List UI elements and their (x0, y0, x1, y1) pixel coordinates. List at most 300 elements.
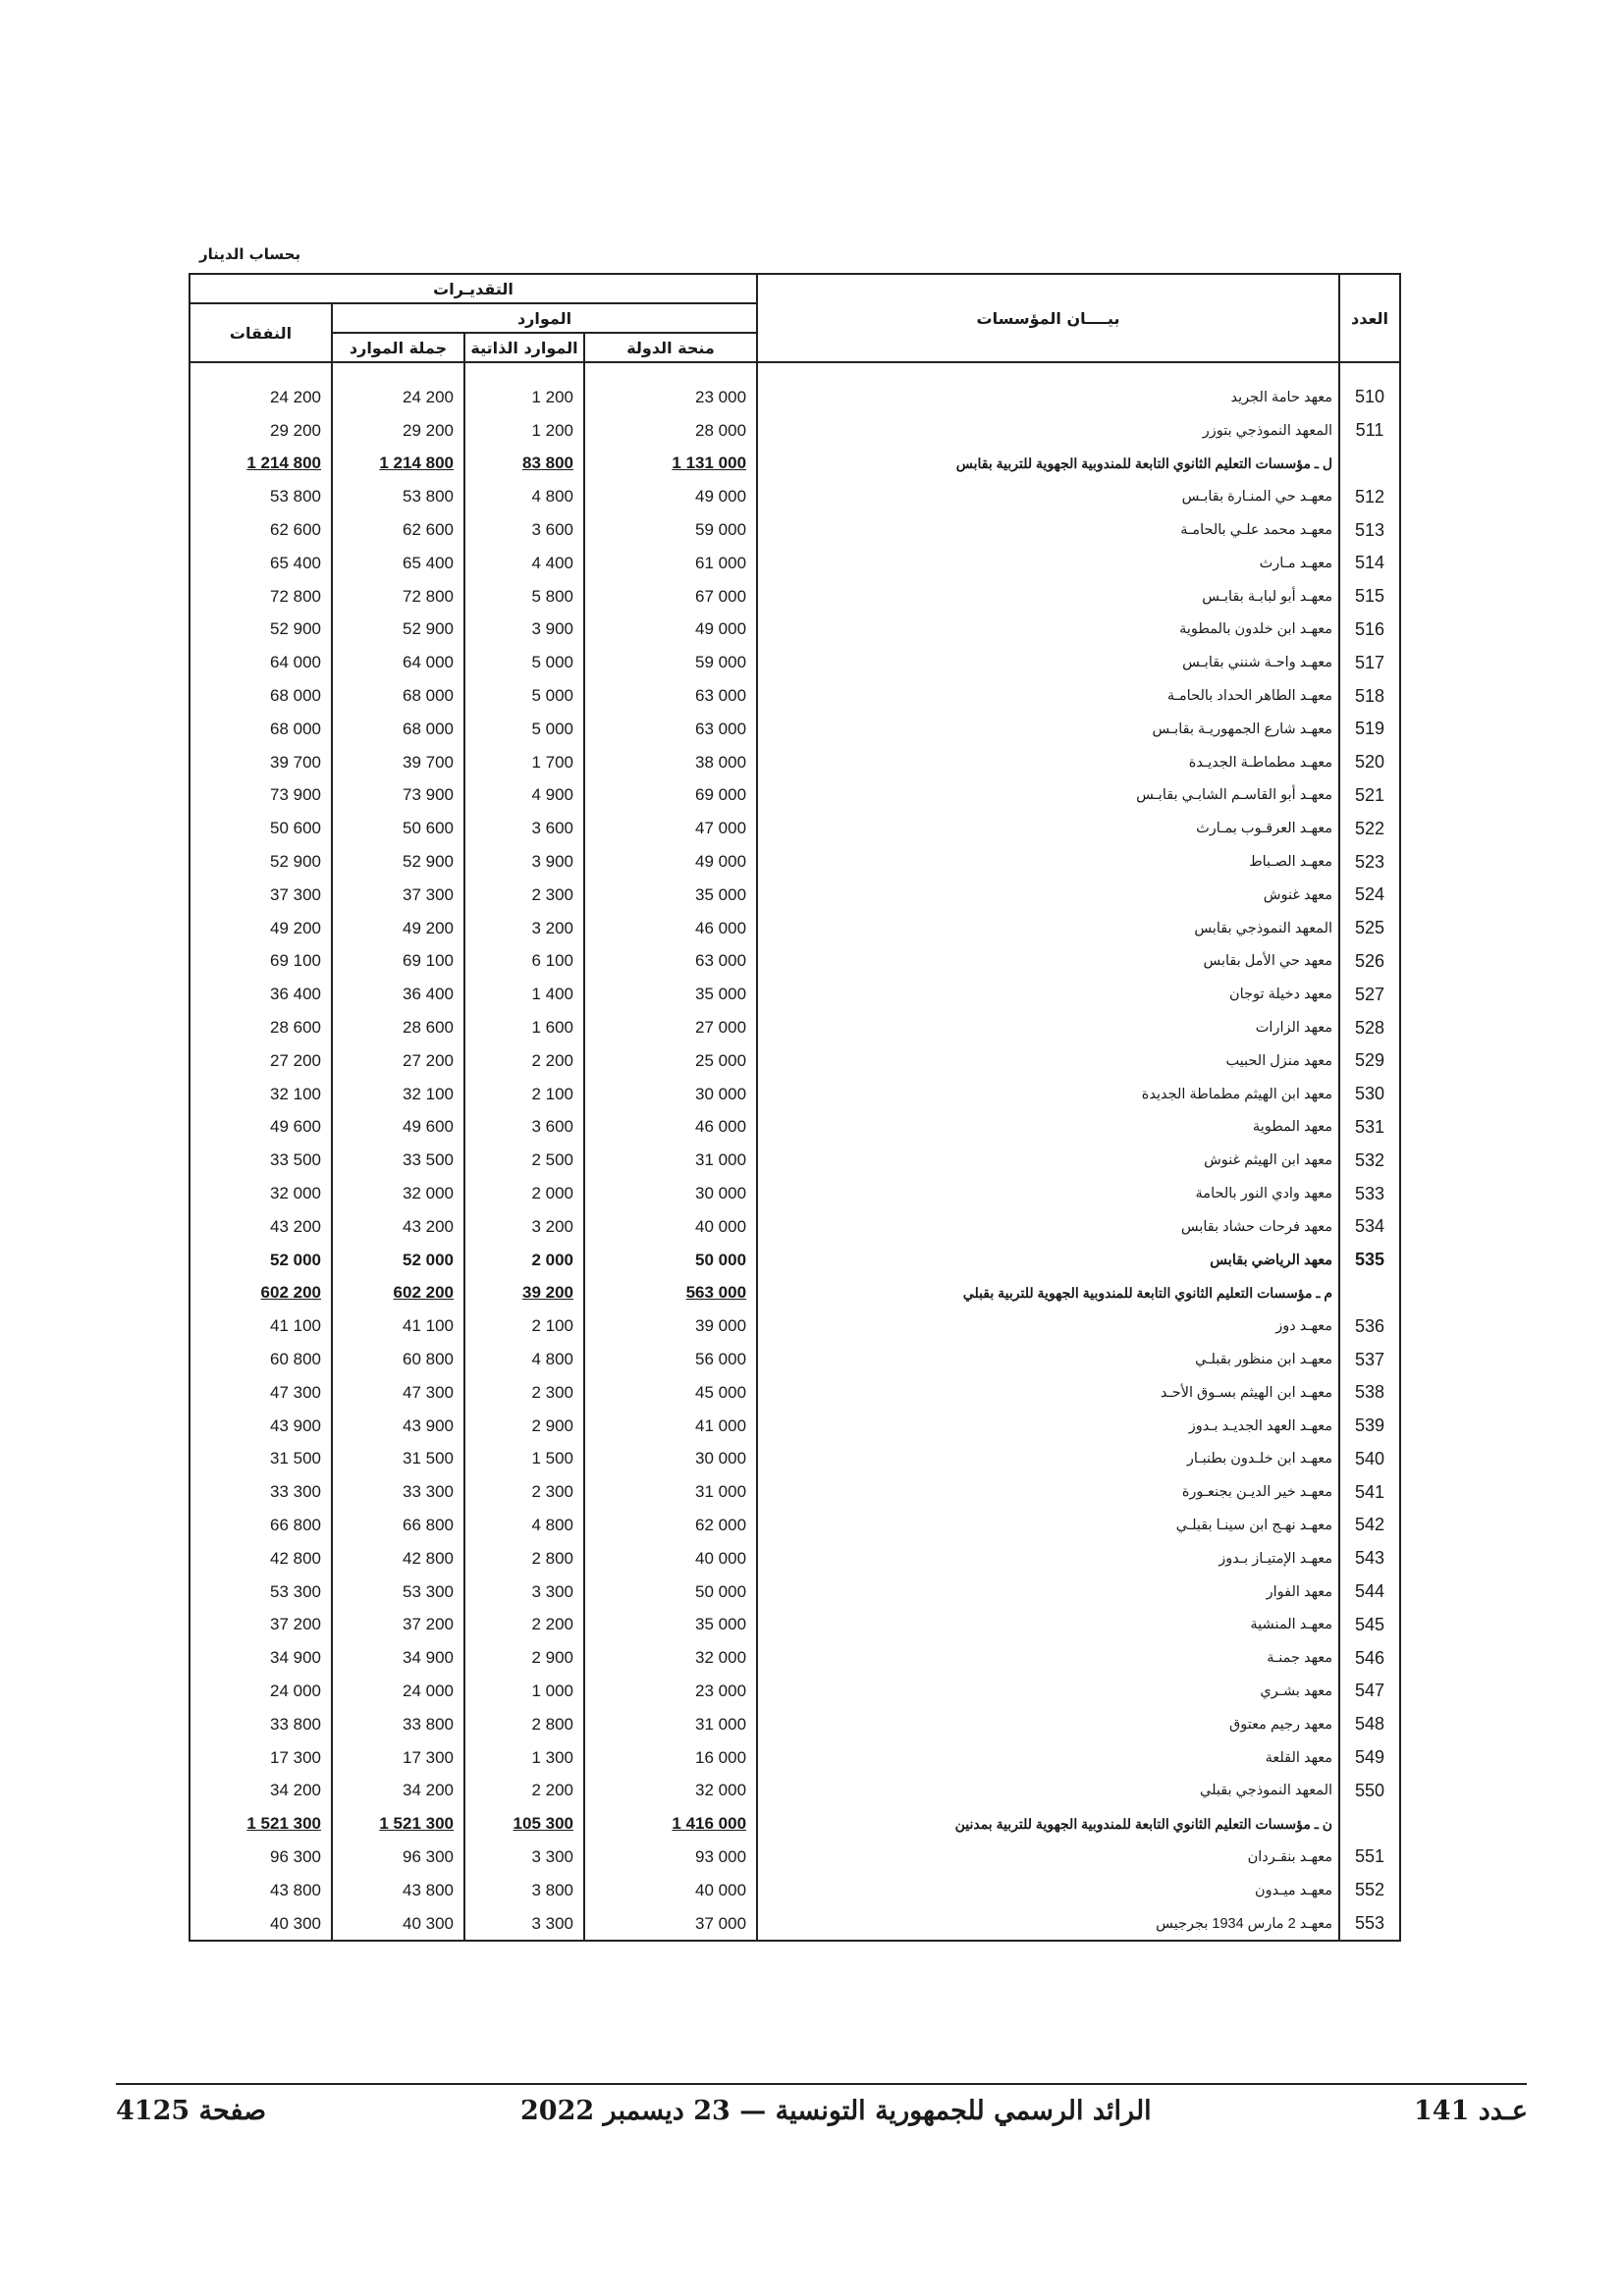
total-resources-text: 69 100 (403, 951, 454, 971)
institution-name-text: معهد المطوية (1252, 1119, 1333, 1136)
total-resources-text: 52 900 (403, 852, 454, 872)
institution-name-text: معهـد محمد علـي بالحامـة (1180, 522, 1333, 539)
own-resources-text: 2 100 (531, 1084, 573, 1103)
institution-number-text: 552 (1355, 1880, 1385, 1900)
institution-number-text: 520 (1355, 752, 1385, 773)
expenses-text: 29 200 (270, 420, 321, 440)
own-resources-text: 2 500 (531, 1150, 573, 1170)
total-resources-text: 37 200 (403, 1615, 454, 1634)
state-grant-cell (584, 1044, 757, 1078)
table-row (189, 1044, 1400, 1078)
own-resources-cell (464, 448, 584, 481)
header-number: العدد (1339, 274, 1400, 362)
institution-number-text: 533 (1355, 1183, 1385, 1203)
state-grant-cell (584, 480, 757, 513)
state-grant-text: 1 131 000 (672, 454, 747, 473)
institution-number-text: 521 (1355, 784, 1385, 805)
expenses-cell (189, 1841, 332, 1874)
total-resources-cell (332, 1907, 464, 1942)
total-resources-cell (332, 1475, 464, 1509)
total-resources-text: 36 400 (403, 985, 454, 1004)
expenses-text: 37 200 (270, 1615, 321, 1634)
state-grant-text: 41 000 (695, 1415, 747, 1435)
total-resources-text: 24 000 (403, 1681, 454, 1700)
institution-name-cell (757, 1509, 1339, 1542)
own-resources-text: 1 200 (531, 387, 573, 406)
state-grant-cell (584, 580, 757, 614)
institution-number-cell (1339, 1708, 1400, 1741)
expenses-text: 1 521 300 (246, 1814, 321, 1834)
expenses-cell (189, 1144, 332, 1177)
state-grant-text: 46 000 (695, 1117, 747, 1137)
institution-number-text: 523 (1355, 851, 1385, 872)
expenses-text: 36 400 (270, 985, 321, 1004)
total-resources-text: 24 200 (403, 387, 454, 406)
institution-name-cell (757, 978, 1339, 1011)
state-grant-cell (584, 646, 757, 679)
state-grant-cell (584, 1244, 757, 1277)
own-resources-cell (464, 1641, 584, 1675)
state-grant-cell (584, 1309, 757, 1343)
own-resources-text: 3 600 (531, 1117, 573, 1137)
state-grant-cell (584, 1343, 757, 1376)
expenses-cell (189, 1475, 332, 1509)
total-resources-cell (332, 1376, 464, 1410)
total-resources-cell (332, 779, 464, 813)
expenses-cell (189, 448, 332, 481)
total-resources-cell (332, 381, 464, 414)
total-resources-text: 60 800 (403, 1350, 454, 1368)
institution-name-text: ن ـ مؤسسات التعليم الثانوي التابعة للمندوبية الجهوية للتربية بمدنين (954, 1815, 1333, 1832)
state-grant-cell (584, 1475, 757, 1509)
expenses-cell (189, 978, 332, 1011)
expenses-cell (189, 1078, 332, 1111)
own-resources-cell (464, 1841, 584, 1874)
institution-name-text: معهد وادي النور بالحامة (1195, 1186, 1333, 1202)
state-grant-cell (584, 1708, 757, 1741)
expenses-text: 53 800 (270, 487, 321, 507)
total-resources-cell (332, 1111, 464, 1145)
own-resources-text: 5 000 (531, 719, 573, 738)
own-resources-text: 5 000 (531, 686, 573, 706)
institution-number-text: 510 (1355, 387, 1385, 407)
total-resources-cell (332, 1874, 464, 1907)
own-resources-cell (464, 746, 584, 779)
own-resources-cell (464, 1177, 584, 1210)
institution-number-cell (1339, 1244, 1400, 1277)
table-row (189, 1343, 1400, 1376)
institution-number-text: 546 (1355, 1647, 1385, 1668)
state-grant-text: 23 000 (695, 1681, 747, 1700)
own-resources-cell (464, 414, 584, 448)
own-resources-text: 2 000 (531, 1250, 573, 1269)
state-grant-text: 31 000 (695, 1150, 747, 1170)
total-resources-cell (332, 1011, 464, 1044)
expenses-text: 68 000 (270, 719, 321, 738)
expenses-cell (189, 513, 332, 547)
expenses-text: 24 000 (270, 1681, 321, 1700)
institution-number-cell (1339, 1376, 1400, 1410)
state-grant-cell (584, 713, 757, 746)
state-grant-text: 59 000 (695, 653, 747, 672)
expenses-cell (189, 1277, 332, 1310)
table-row (189, 978, 1400, 1011)
table-row (189, 1907, 1400, 1942)
own-resources-cell (464, 580, 584, 614)
own-resources-cell (464, 1807, 584, 1841)
institution-name-cell (757, 1807, 1339, 1841)
own-resources-cell (464, 1675, 584, 1708)
state-grant-text: 30 000 (695, 1449, 747, 1468)
institution-name-cell (757, 845, 1339, 879)
expenses-cell (189, 779, 332, 813)
state-grant-text: 1 416 000 (672, 1814, 747, 1834)
own-resources-cell (464, 812, 584, 845)
expenses-text: 37 300 (270, 884, 321, 904)
expenses-cell (189, 1343, 332, 1376)
own-resources-text: 2 800 (531, 1548, 573, 1568)
own-resources-text: 3 600 (531, 819, 573, 838)
expenses-text: 47 300 (270, 1382, 321, 1402)
own-resources-text: 2 000 (531, 1184, 573, 1203)
institution-number-cell (1339, 1177, 1400, 1210)
currency-unit-label: بحساب الدينار (199, 245, 301, 263)
institution-name-cell (757, 1675, 1339, 1708)
expenses-cell (189, 1376, 332, 1410)
own-resources-cell (464, 679, 584, 713)
institution-number-cell (1339, 1343, 1400, 1376)
own-resources-text: 3 300 (531, 1913, 573, 1933)
total-resources-text: 50 600 (403, 819, 454, 838)
institution-name-cell (757, 614, 1339, 647)
state-grant-cell (584, 513, 757, 547)
section-total-row (189, 1807, 1400, 1841)
spacer-row (189, 362, 1400, 381)
state-grant-text: 50 000 (695, 1581, 747, 1601)
expenses-cell (189, 812, 332, 845)
header-expenses: النفقات (189, 303, 332, 362)
own-resources-text: 3 900 (531, 619, 573, 639)
institution-name-text: معهد ابن الهيثم غنوش (1204, 1152, 1333, 1169)
institution-name-cell (757, 1044, 1339, 1078)
own-resources-text: 2 900 (531, 1648, 573, 1668)
state-grant-text: 40 000 (695, 1880, 747, 1899)
institution-number-text: 543 (1355, 1548, 1385, 1569)
institution-name-cell (757, 945, 1339, 979)
institution-name-text: ل ـ مؤسسات التعليم الثانوي التابعة للمندوبية الجهوية للتربية بقابس (955, 454, 1333, 471)
state-grant-text: 61 000 (695, 553, 747, 572)
table-row (189, 1675, 1400, 1708)
expenses-cell (189, 1244, 332, 1277)
own-resources-cell (464, 547, 584, 580)
own-resources-text: 2 300 (531, 884, 573, 904)
institution-name-text: معهد الزارات (1255, 1020, 1333, 1037)
institution-number-text: 534 (1355, 1216, 1385, 1237)
institution-number-cell (1339, 1608, 1400, 1641)
state-grant-cell (584, 746, 757, 779)
total-resources-text: 602 200 (393, 1283, 454, 1303)
table-row (189, 1509, 1400, 1542)
total-resources-text: 29 200 (403, 420, 454, 440)
institution-name-cell (757, 1443, 1339, 1476)
expenses-cell (189, 1741, 332, 1775)
total-resources-cell (332, 1741, 464, 1775)
institution-number-text: 547 (1355, 1681, 1385, 1701)
expenses-text: 28 600 (270, 1018, 321, 1038)
expenses-text: 69 100 (270, 951, 321, 971)
expenses-text: 49 600 (270, 1117, 321, 1137)
total-resources-text: 1 521 300 (379, 1814, 454, 1834)
institution-name-text: معهـد ابن خلـدون بطنبـار (1186, 1451, 1333, 1468)
institution-number-text: 528 (1355, 1017, 1385, 1038)
institution-number-text: 539 (1355, 1415, 1385, 1436)
total-resources-text: 72 800 (403, 586, 454, 606)
expenses-cell (189, 1774, 332, 1807)
institution-number-cell (1339, 1675, 1400, 1708)
total-resources-text: 68 000 (403, 686, 454, 706)
expenses-text: 65 400 (270, 553, 321, 572)
expenses-text: 72 800 (270, 586, 321, 606)
own-resources-cell (464, 945, 584, 979)
institution-number-text: 532 (1355, 1149, 1385, 1170)
total-resources-text: 64 000 (403, 653, 454, 672)
state-grant-text: 56 000 (695, 1350, 747, 1368)
state-grant-text: 39 000 (695, 1316, 747, 1336)
institution-number-cell (1339, 448, 1400, 481)
expenses-text: 68 000 (270, 686, 321, 706)
total-resources-text: 73 900 (403, 785, 454, 805)
expenses-text: 62 600 (270, 520, 321, 540)
institution-number-text: 541 (1355, 1481, 1385, 1502)
header-state-grant: منحة الدولة (584, 333, 757, 362)
expenses-text: 52 000 (270, 1250, 321, 1269)
state-grant-cell (584, 912, 757, 945)
total-resources-cell (332, 1277, 464, 1310)
table-row (189, 1144, 1400, 1177)
institution-number-text: 538 (1355, 1382, 1385, 1403)
state-grant-cell (584, 812, 757, 845)
total-resources-text: 43 900 (403, 1415, 454, 1435)
institution-name-cell (757, 1376, 1339, 1410)
institution-number-cell (1339, 945, 1400, 979)
institution-number-text: 549 (1355, 1747, 1385, 1768)
state-grant-text: 40 000 (695, 1216, 747, 1236)
institution-number-cell (1339, 1807, 1400, 1841)
own-resources-cell (464, 480, 584, 513)
table-row (189, 580, 1400, 614)
expenses-cell (189, 679, 332, 713)
expenses-text: 32 000 (270, 1184, 321, 1203)
own-resources-cell (464, 1144, 584, 1177)
state-grant-cell (584, 1078, 757, 1111)
expenses-cell (189, 381, 332, 414)
total-resources-text: 53 300 (403, 1581, 454, 1601)
institution-number-cell (1339, 1078, 1400, 1111)
own-resources-text: 3 800 (531, 1880, 573, 1899)
state-grant-text: 23 000 (695, 387, 747, 406)
expenses-text: 32 100 (270, 1084, 321, 1103)
institution-number-cell (1339, 845, 1400, 879)
own-resources-text: 1 000 (531, 1681, 573, 1700)
institution-name-text: معهد حي الأمل بقابس (1203, 953, 1333, 970)
total-resources-text: 33 800 (403, 1714, 454, 1734)
institution-number-cell (1339, 381, 1400, 414)
total-resources-cell (332, 414, 464, 448)
own-resources-cell (464, 614, 584, 647)
institution-name-cell (757, 779, 1339, 813)
total-resources-cell (332, 1774, 464, 1807)
state-grant-cell (584, 1509, 757, 1542)
institution-name-cell (757, 1874, 1339, 1907)
institution-number-text: 516 (1355, 618, 1385, 639)
institution-name-text: معهد ابن الهيثم مطماطة الجديدة (1141, 1086, 1333, 1102)
institution-name-text: معهـد أبو لبابـة بقابـس (1202, 588, 1333, 605)
expenses-text: 64 000 (270, 653, 321, 672)
total-resources-text: 17 300 (403, 1747, 454, 1767)
own-resources-text: 6 100 (531, 951, 573, 971)
own-resources-text: 3 200 (531, 1216, 573, 1236)
table-row (189, 713, 1400, 746)
institution-name-text: معهد رجيم معتوق (1229, 1716, 1333, 1733)
state-grant-text: 32 000 (695, 1781, 747, 1800)
total-resources-text: 66 800 (403, 1515, 454, 1534)
table-row (189, 1708, 1400, 1741)
state-grant-text: 30 000 (695, 1084, 747, 1103)
institution-name-cell (757, 746, 1339, 779)
total-resources-cell (332, 1542, 464, 1575)
total-resources-text: 49 200 (403, 918, 454, 937)
expenses-text: 40 300 (270, 1913, 321, 1933)
institution-name-cell (757, 414, 1339, 448)
expenses-text: 31 500 (270, 1449, 321, 1468)
own-resources-text: 4 800 (531, 487, 573, 507)
total-resources-cell (332, 1144, 464, 1177)
institution-number-text: 526 (1355, 950, 1385, 971)
institution-number-cell (1339, 414, 1400, 448)
total-resources-text: 33 300 (403, 1482, 454, 1502)
own-resources-cell (464, 1011, 584, 1044)
own-resources-text: 3 300 (531, 1846, 573, 1866)
institution-name-text: معهـد واحـة شنني بقابـس (1182, 655, 1333, 671)
own-resources-text: 4 900 (531, 785, 573, 805)
state-grant-text: 63 000 (695, 719, 747, 738)
state-grant-cell (584, 1641, 757, 1675)
institution-name-text: معهد الرياضي بقابس (1210, 1252, 1333, 1268)
state-grant-cell (584, 547, 757, 580)
own-resources-text: 2 800 (531, 1714, 573, 1734)
expenses-cell (189, 845, 332, 879)
page-number: صفحة 4125 (116, 2096, 267, 2126)
total-resources-cell (332, 845, 464, 879)
expenses-cell (189, 879, 332, 912)
institution-number-cell (1339, 1044, 1400, 1078)
expenses-text: 73 900 (270, 785, 321, 805)
table-row (189, 1177, 1400, 1210)
total-resources-text: 52 000 (403, 1250, 454, 1269)
institution-number-text: 525 (1355, 918, 1385, 938)
institution-name-cell (757, 1542, 1339, 1575)
expenses-cell (189, 480, 332, 513)
total-resources-cell (332, 1841, 464, 1874)
institution-number-cell (1339, 1011, 1400, 1044)
institution-name-cell (757, 1641, 1339, 1675)
state-grant-cell (584, 1277, 757, 1310)
table-row (189, 1475, 1400, 1509)
state-grant-text: 49 000 (695, 487, 747, 507)
expenses-cell (189, 746, 332, 779)
institution-name-cell (757, 1774, 1339, 1807)
expenses-cell (189, 912, 332, 945)
institution-name-cell (757, 812, 1339, 845)
institution-name-cell (757, 1244, 1339, 1277)
total-resources-cell (332, 679, 464, 713)
table-row (189, 480, 1400, 513)
state-grant-cell (584, 945, 757, 979)
expenses-cell (189, 614, 332, 647)
table-row (189, 1641, 1400, 1675)
state-grant-text: 35 000 (695, 985, 747, 1004)
total-resources-cell (332, 978, 464, 1011)
budget-table (189, 273, 1401, 1942)
expenses-cell (189, 547, 332, 580)
institution-name-text: معهـد دوز (1275, 1318, 1333, 1335)
state-grant-cell (584, 845, 757, 879)
expenses-cell (189, 1410, 332, 1443)
total-resources-text: 49 600 (403, 1117, 454, 1137)
table-body (189, 362, 1400, 1941)
institution-number-cell (1339, 1111, 1400, 1145)
total-resources-text: 40 300 (403, 1913, 454, 1933)
total-resources-cell (332, 1641, 464, 1675)
own-resources-cell (464, 978, 584, 1011)
own-resources-text: 2 200 (531, 1615, 573, 1634)
total-resources-text: 34 900 (403, 1648, 454, 1668)
own-resources-text: 4 800 (531, 1350, 573, 1368)
institution-name-cell (757, 480, 1339, 513)
total-resources-cell (332, 1410, 464, 1443)
expenses-text: 52 900 (270, 852, 321, 872)
institution-number-cell (1339, 1641, 1400, 1675)
own-resources-cell (464, 1708, 584, 1741)
institution-number-text: 524 (1355, 884, 1385, 905)
expenses-cell (189, 713, 332, 746)
institution-name-cell (757, 1575, 1339, 1609)
total-resources-cell (332, 879, 464, 912)
table-row (189, 1011, 1400, 1044)
institution-name-text: معهـد ميـدون (1255, 1882, 1333, 1898)
own-resources-cell (464, 779, 584, 813)
expenses-cell (189, 1608, 332, 1641)
own-resources-text: 2 200 (531, 1781, 573, 1800)
institution-name-cell (757, 1111, 1339, 1145)
own-resources-cell (464, 646, 584, 679)
state-grant-cell (584, 1841, 757, 1874)
state-grant-text: 45 000 (695, 1382, 747, 1402)
state-grant-text: 93 000 (695, 1846, 747, 1866)
institution-name-text: معهـد ابن الهيثم بسـوق الأحـد (1160, 1384, 1333, 1401)
state-grant-cell (584, 1144, 757, 1177)
state-grant-text: 35 000 (695, 1615, 747, 1634)
institution-name-cell (757, 1741, 1339, 1775)
own-resources-cell (464, 1410, 584, 1443)
state-grant-cell (584, 448, 757, 481)
institution-number-text: 518 (1355, 685, 1385, 706)
header-institutions: بيــــان المؤسسات (757, 274, 1339, 362)
expenses-cell (189, 1443, 332, 1476)
institution-number-cell (1339, 1841, 1400, 1874)
table-row (189, 679, 1400, 713)
state-grant-text: 27 000 (695, 1018, 747, 1038)
